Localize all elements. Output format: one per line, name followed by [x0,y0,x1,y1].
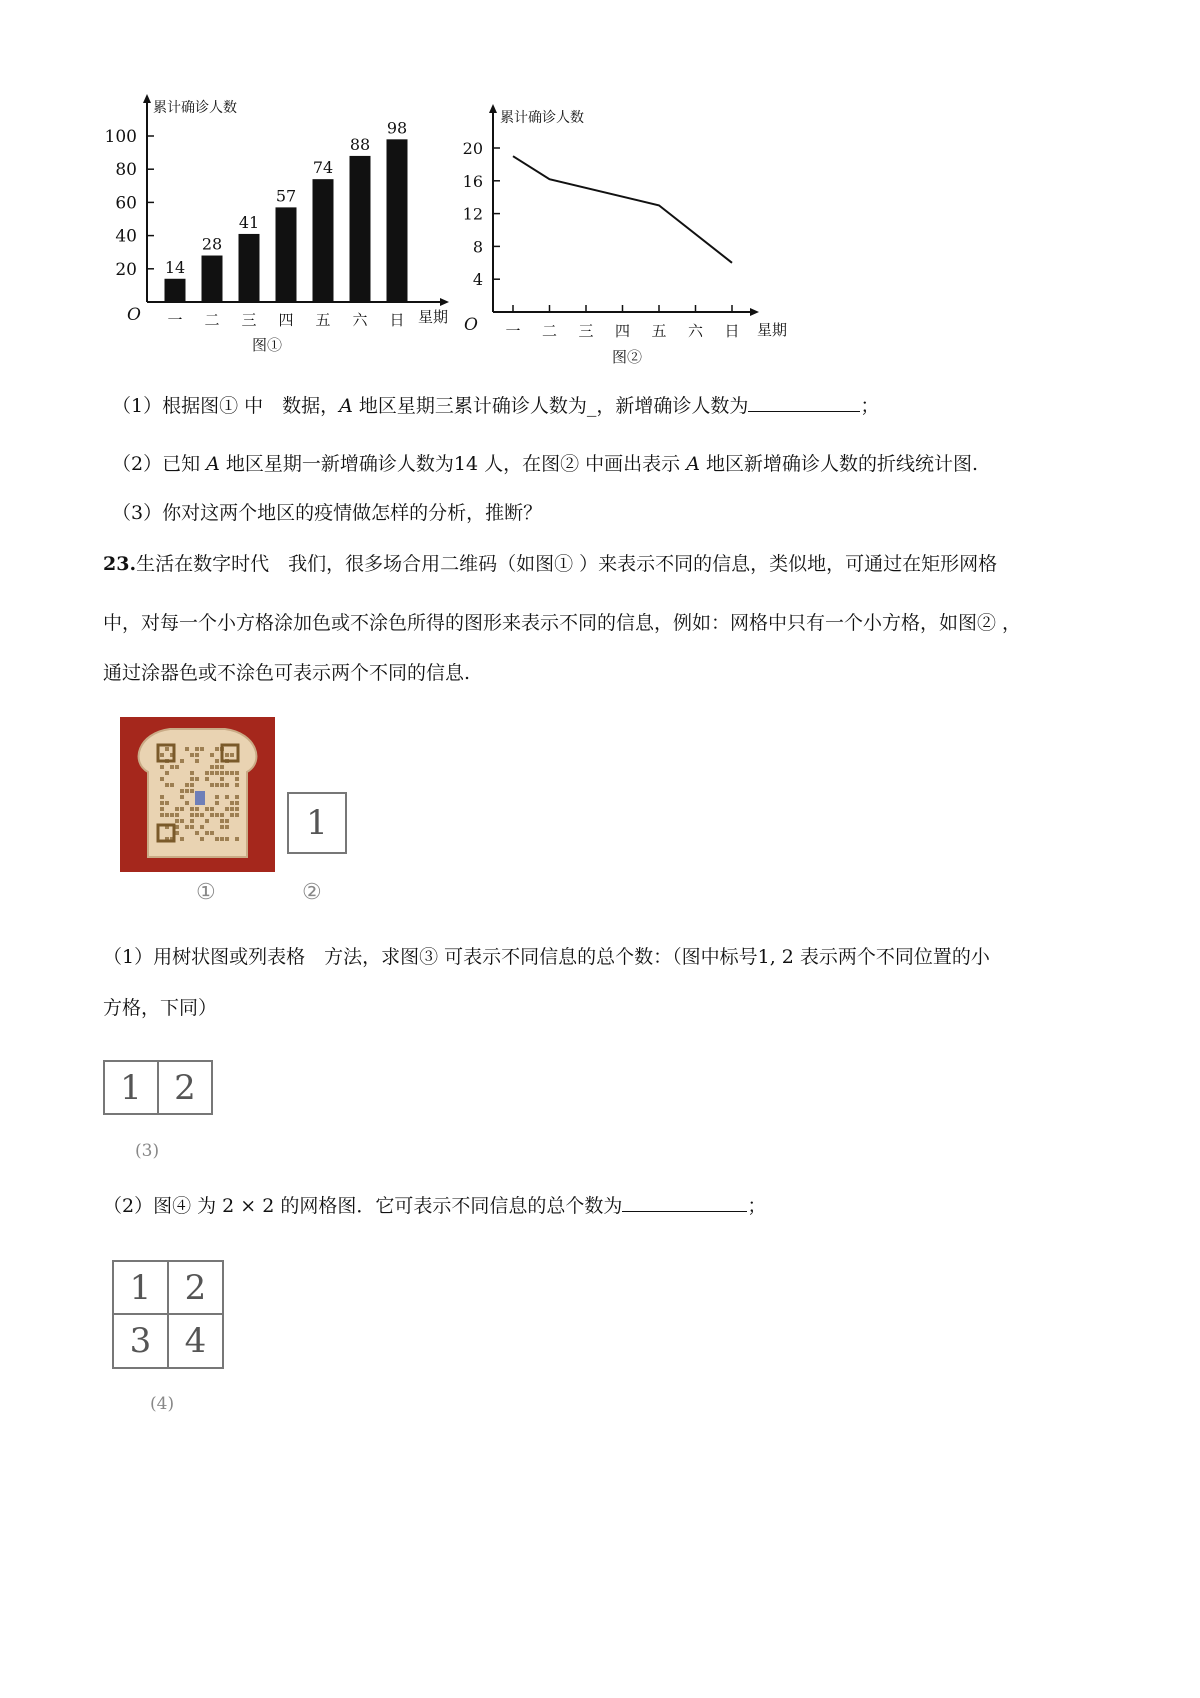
qr-module [195,759,199,763]
bar-x-tick-label: 六 [352,311,368,329]
bar [350,156,371,302]
qr-module [210,771,214,775]
bar-y-tick-label: 80 [115,160,137,181]
sub-question-1-line-2: 方格，下同） [103,997,218,1019]
qr-module [165,783,169,787]
qr-module [190,819,194,823]
bar-x-label: 星期 [418,308,449,326]
qr-module [160,777,164,781]
bar-value-label: 98 [386,118,408,138]
qr-module [225,837,229,841]
qr-module [160,807,164,811]
bar-y-tick-label: 100 [104,127,137,147]
qr-module [190,789,194,793]
qr-module [170,813,174,817]
sub-question-2: （2）图④ 为 2 × 2 的网格图．它可表示不同信息的总个数为 ； [103,1195,767,1217]
bar-y-tick-label: 60 [115,193,137,214]
qr-module [175,765,179,769]
bar-value-label: 28 [201,234,223,254]
bar-x-tick-label: 三 [241,311,257,329]
qr-module [185,783,189,787]
bar-y-tick-label: 20 [115,259,137,280]
qr-module [235,795,239,799]
qr-module [195,753,199,757]
line-x-label: 星期 [757,321,788,339]
qr-module [205,831,209,835]
fig2-caption: ② [302,880,322,905]
qr-module [175,825,179,829]
answer-blank-2[interactable] [622,1193,747,1212]
qr-module [180,819,184,823]
line-x-tick-label: 日 [724,322,740,340]
qr-module [215,795,219,799]
fig3-cell-2: 2 [157,1060,213,1115]
qr-module [235,837,239,841]
qr-module [220,777,224,781]
qr-module [190,825,194,829]
qr-module [215,771,219,775]
bar [276,207,297,302]
qr-module [225,783,229,787]
qr-module [215,783,219,787]
qr-module [185,747,189,751]
bar-x-tick-label: 日 [389,311,405,329]
qr-module [230,801,234,805]
bar-value-label: 14 [164,257,186,277]
qr-module [225,771,229,775]
qr-module [185,825,189,829]
qr-module [195,807,199,811]
fig4-cell-4: 4 [167,1313,224,1369]
qr-module [160,801,164,805]
qr-module [180,759,184,763]
sub-question-1-line-1: （1）用树状图或列表格 方法，求图③ 可表示不同信息的总个数：（图中标号1, 2 表示两个不同位置的小 [103,946,990,968]
bar [387,139,408,302]
qr-module [190,753,194,757]
qr-module [180,807,184,811]
qr-module [200,747,204,751]
bar-caption: 图① [252,336,283,354]
qr-module [235,777,239,781]
qr-module [195,777,199,781]
question-1: （1）根据图① 中 数据，A 地区星期三累计确诊人数为_，新增确诊人数为 ； [112,395,880,417]
fig3-cell-1: 1 [103,1060,159,1115]
bar-value-label: 88 [349,134,371,154]
bar-x-tick-label: 二 [204,311,220,329]
problem-number: 23. [103,553,137,575]
qr-module [235,783,239,787]
bar [313,179,334,302]
line-y-tick-label: 16 [462,171,483,191]
qr-module [215,759,219,763]
qr-module [165,747,169,751]
problem-23-line-1: 23.生活在数字时代 我们，很多场合用二维码（如图① ）来表示不同的信息，类似地，可通过在矩形网格 [103,553,998,575]
line-chart [462,100,850,380]
problem-23-line-3: 通过涂器色或不涂色可表示两个不同的信息. [103,662,471,684]
line-x-tick-label: 一 [505,322,521,340]
qr-module [190,783,194,787]
series-line [513,156,732,263]
qr-module [235,807,239,811]
qr-module [210,765,214,769]
line-y-tick-label: 8 [472,237,483,257]
bar [202,256,223,302]
qr-module [180,795,184,799]
qr-module [200,825,204,829]
bar-chart [100,90,480,370]
line-x-tick-label: 四 [614,322,631,340]
qr-module [195,747,199,751]
qr-module [225,795,229,799]
qr-module [200,813,204,817]
qr-module [225,825,229,829]
line-y-tick-label: 12 [462,204,483,224]
qr-module [230,771,234,775]
qr-module [170,765,174,769]
fig3-caption: (3) [135,1141,160,1161]
bar-origin: O [127,305,141,325]
qr-code-image [120,717,275,872]
line-x-tick-label: 六 [687,322,704,340]
qr-module [225,753,229,757]
qr-module [230,753,234,757]
qr-module [205,819,209,823]
problem-23-line-2: 中，对每一个小方格涂加色或不涂色所得的图形来表示不同的信息，例如：网格中只有一个小方格，如图② ， [103,612,1022,634]
qr-module [235,771,239,775]
qr-module [160,813,164,817]
line-x-tick-label: 三 [578,322,594,340]
bar-value-label: 57 [275,186,297,206]
bar-y-tick-label: 40 [115,226,137,247]
bar-value-label: 41 [238,212,260,232]
qr-module [175,813,179,817]
qr-module [195,831,199,835]
qr-module [175,819,179,823]
qr-module [205,807,209,811]
line-caption: 图② [612,348,643,366]
qr-module [190,771,194,775]
qr-module [215,813,219,817]
qr-module [215,837,219,841]
qr-code-figure [120,717,275,872]
qr-module [180,837,184,841]
qr-module [230,807,234,811]
qr-module [200,837,204,841]
qr-module [220,825,224,829]
qr-module [205,771,209,775]
qr-module [210,807,214,811]
qr-module [220,837,224,841]
qr-module [210,831,214,835]
bar [239,234,260,302]
qr-module [220,765,224,769]
qr-module [160,753,164,757]
qr-module [235,801,239,805]
fig2-cell: 1 [287,792,347,854]
bar-x-tick-label: 五 [315,311,331,329]
line-x-tick-label: 五 [651,322,667,340]
fig4-caption: (4) [150,1394,175,1414]
qr-module [220,819,224,823]
qr-module [165,771,169,775]
line-origin: O [464,315,478,335]
qr-module [215,765,219,769]
qr-module [235,813,239,817]
fig4-cell-2: 2 [167,1260,224,1315]
bar-y-label: 累计确诊人数 [153,100,237,116]
qr-module [220,771,224,775]
qr-module [190,807,194,811]
qr-module [180,789,184,793]
bar-x-tick-label: 一 [167,311,183,329]
line-y-tick-label: 20 [462,139,483,158]
qr-module [190,813,194,817]
question-2: （2）已知 A 地区星期一新增确诊人数为14 人，在图② 中画出表示 A 地区新增确诊人数的折线统计图. [112,453,979,475]
qr-module [225,819,229,823]
question-3: （3）你对这两个地区的疫情做怎样的分析，推断？ [112,502,543,524]
qr-module [220,813,224,817]
qr-module [160,765,164,769]
qr-module [185,801,189,805]
qr-module [160,795,164,799]
fig4-cell-3: 3 [112,1313,169,1369]
qr-module [215,747,219,751]
qr-module [175,807,179,811]
answer-blank-1[interactable] [748,393,860,412]
qr-module [185,789,189,793]
qr-module [225,807,229,811]
qr-module [210,753,214,757]
qr-module [220,783,224,787]
qr-module [210,813,214,817]
qr-module [165,813,169,817]
fig1-caption: ① [196,880,216,905]
qr-module [210,783,214,787]
qr-module [170,783,174,787]
qr-module [205,777,209,781]
qr-module [215,801,219,805]
line-y-tick-label: 4 [472,270,483,290]
line-y-label: 累计确诊人数 [500,110,584,126]
qr-module [190,777,194,781]
qr-module [175,831,179,835]
line-x-tick-label: 二 [541,322,558,340]
fig4-cell-1: 1 [112,1260,169,1315]
qr-module [230,813,234,817]
qr-module [165,801,169,805]
qr-module [195,813,199,817]
bar-x-tick-label: 四 [278,311,294,329]
bar-value-label: 74 [312,158,334,178]
bar [165,279,186,302]
